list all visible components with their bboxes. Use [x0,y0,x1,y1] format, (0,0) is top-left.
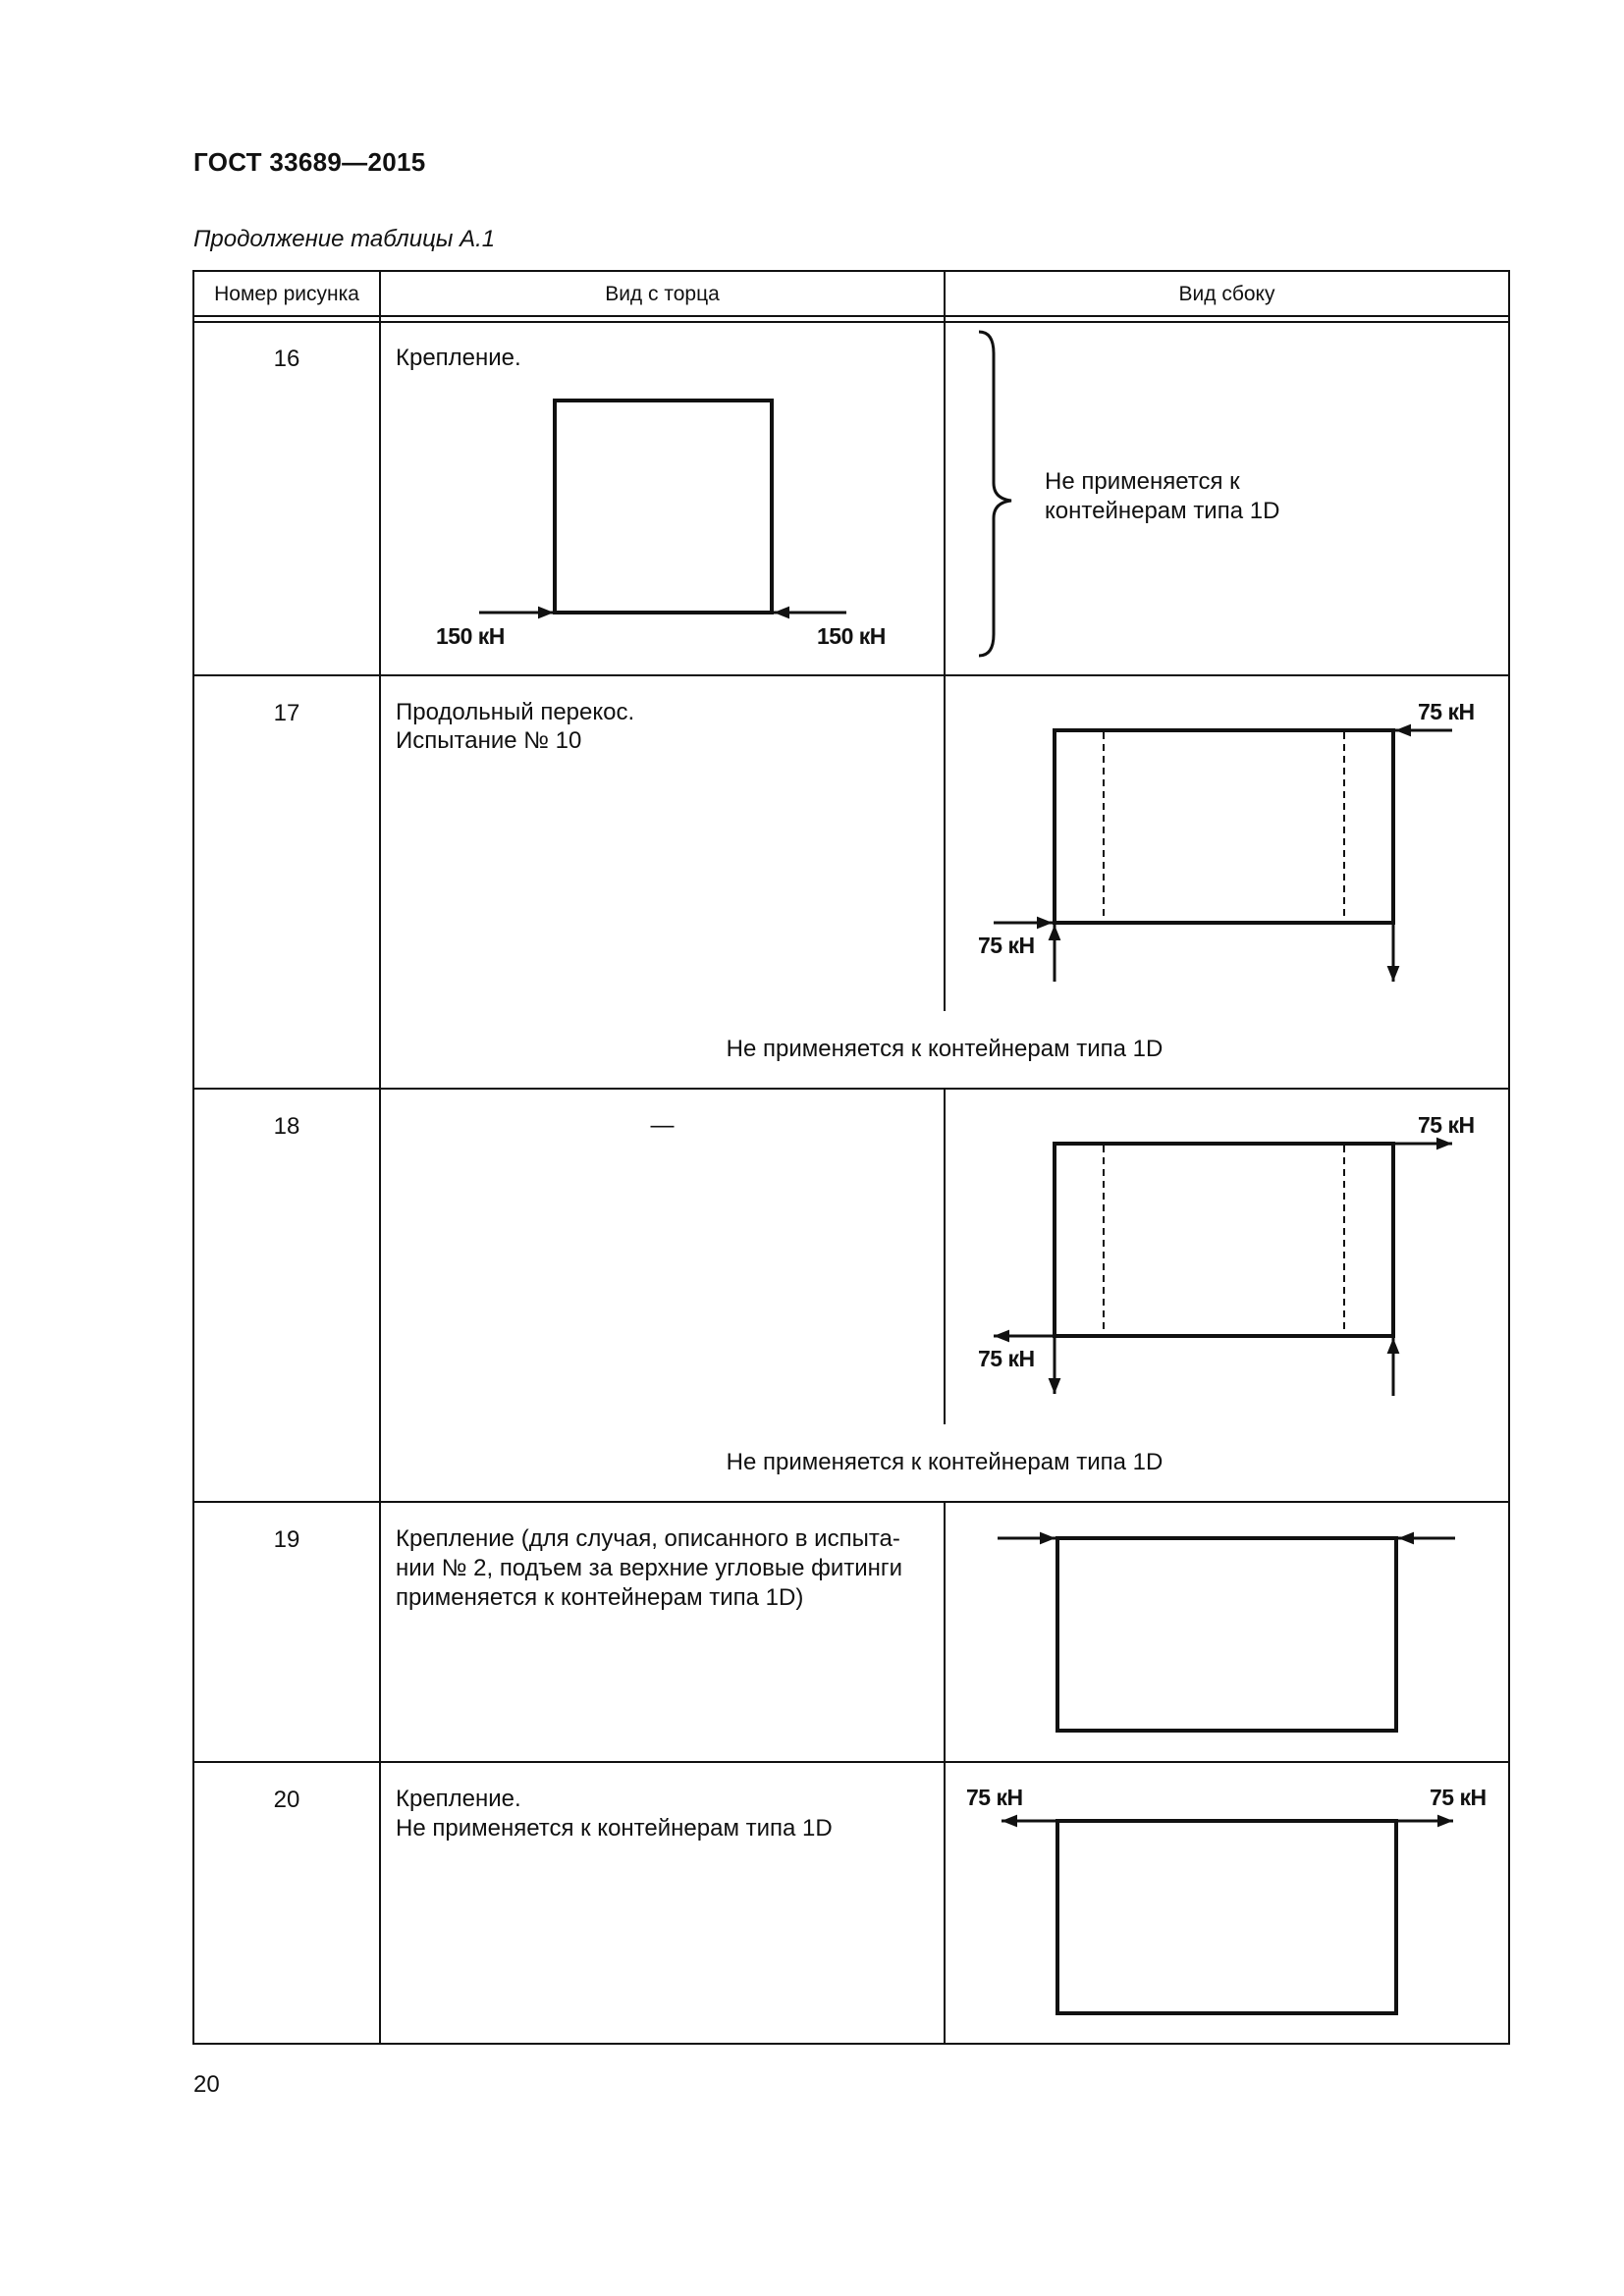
row17-side-view-drawing [994,730,1452,982]
header-side-view: Вид сбоку [1178,283,1275,305]
end-view-text: нии № 2, подъем за верхние угловые фитинги [396,1555,903,1581]
end-view-text: Продольный перекос. [396,699,635,725]
row-number: 19 [273,1526,300,1553]
force-label: 75 кН [966,1785,1023,1810]
row-number: 16 [273,346,300,372]
row20-side-view-drawing [1001,1821,1453,2013]
table-border [193,271,1509,2044]
end-view-text: — [650,1112,675,1139]
force-label: 75 кН [1418,699,1475,724]
row-number: 17 [273,700,300,726]
end-view-text: Не применяется к контейнерам типа 1D [396,1815,833,1842]
table-caption: Продолжение таблицы А.1 [193,226,496,252]
force-label: 150 кН [436,623,505,649]
side-view-text: контейнерам типа 1D [1045,498,1280,524]
force-label: 75 кН [1418,1112,1475,1138]
force-label: 150 кН [817,623,886,649]
row-number: 20 [273,1787,300,1813]
header-end-view: Вид с торца [605,283,720,305]
force-label: 75 кН [978,1346,1035,1371]
row-note: Не применяется к контейнерам типа 1D [726,1036,1164,1062]
row16-end-view-drawing [479,400,846,613]
row19-side-view-drawing [998,1538,1455,1731]
brace-icon [979,332,1011,656]
end-view-text: Крепление (для случая, описанного в испыта- [396,1525,900,1552]
end-view-text: Крепление. [396,345,521,371]
end-view-text: Испытание № 10 [396,727,582,754]
side-view-text: Не применяется к [1045,468,1240,495]
header-figure-number: Номер рисунка [214,283,359,305]
page-number: 20 [193,2071,220,2098]
row-note: Не применяется к контейнерам типа 1D [726,1449,1164,1475]
row18-side-view-drawing [994,1144,1452,1396]
row-number: 18 [273,1113,300,1140]
force-label: 75 кН [1430,1785,1487,1810]
document-title: ГОСТ 33689—2015 [193,147,426,177]
force-label: 75 кН [978,933,1035,958]
end-view-text: применяется к контейнерам типа 1D) [396,1584,804,1611]
end-view-text: Крепление. [396,1786,521,1812]
